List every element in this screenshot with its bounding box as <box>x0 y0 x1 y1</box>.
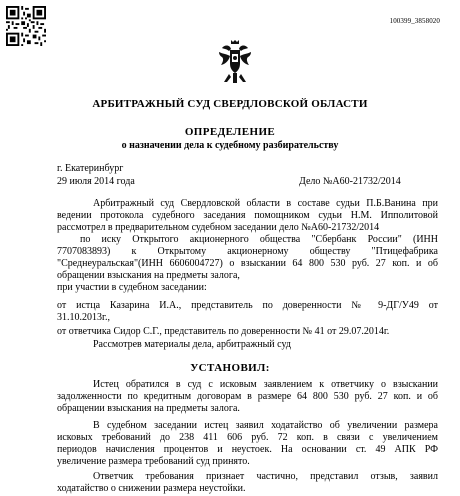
body-line: 31.10.2013г., <box>57 312 110 323</box>
section-line: Истец обратился в суд с исковым заявлением к ответчику о взыскании <box>93 379 438 390</box>
section-line: увеличение размера требований суд принято. <box>57 456 250 467</box>
qr-code-icon <box>6 6 46 46</box>
case-number: Дело №А60-21732/2014 <box>299 176 401 187</box>
section-line: периодов начисления процентов и неустоек. На основании ст. 49 АПК РФ <box>57 444 438 455</box>
document-subtitle: о назначении дела к судебному разбирательству <box>121 140 339 151</box>
body-line: Рассмотрев материалы дела, арбитражный суд <box>93 339 291 350</box>
body-line: рассмотрел в предварительном судебном заседании дело №А60-21732/2014 <box>57 222 380 233</box>
city: г. Екатеринбург <box>57 163 124 174</box>
coat-of-arms-icon <box>217 38 253 86</box>
court-name: АРБИТРАЖНЫЙ СУД СВЕРДЛОВСКОЙ ОБЛАСТИ <box>92 98 368 110</box>
section-line: ходатайство о снижении размера неустойки. <box>57 483 246 494</box>
section-line: обращении взыскания на предметы залога. <box>57 403 240 414</box>
section-line: исковых требований до 238 411 606 руб. 72 коп. в связи с увеличением <box>57 432 438 443</box>
section-line: Ответчик требования признает частично, представил отзыв, заявил <box>93 471 438 482</box>
document-title: ОПРЕДЕЛЕНИЕ <box>184 126 276 138</box>
body-line: от истца Казарина И.А., представитель по доверенности № 9-ДГ/У49 от <box>57 300 438 311</box>
body-line: от ответчика Сидор С.Г., представитель по доверенности № 41 от 29.07.2014г. <box>57 326 390 337</box>
section-heading: УСТАНОВИЛ: <box>190 362 270 374</box>
body-line: "Среднеуральская"(ИНН 6606004727) о взыскании 64 800 530 руб. 27 коп. и об <box>57 258 438 269</box>
body-line: Арбитражный суд Свердловской области в составе судьи П.Б.Ванина при <box>93 198 438 209</box>
section-line: задолженности по кредитным договорам в размере 64 800 530 руб. 27 коп. и об <box>57 391 438 402</box>
body-line: ведении протокола судебного заседания помощником судьи Н.М. Ипполитовой <box>57 210 438 221</box>
body-line: при участии в судебном заседании: <box>57 282 207 293</box>
document-id: 100399_3858020 <box>389 17 440 25</box>
body-line: обращении взыскания на предметы залога, <box>57 270 240 281</box>
section-line: В судебном заседании истец заявил ходатайство об увеличении размера <box>93 420 438 431</box>
date: 29 июля 2014 года <box>57 176 135 187</box>
body-line: 7707083893) к Открытому акционерному обществу "Птицефабрика <box>57 246 438 257</box>
body-line: по иску Открытого акционерного общества "Сбербанк России" (ИНН <box>80 234 438 245</box>
